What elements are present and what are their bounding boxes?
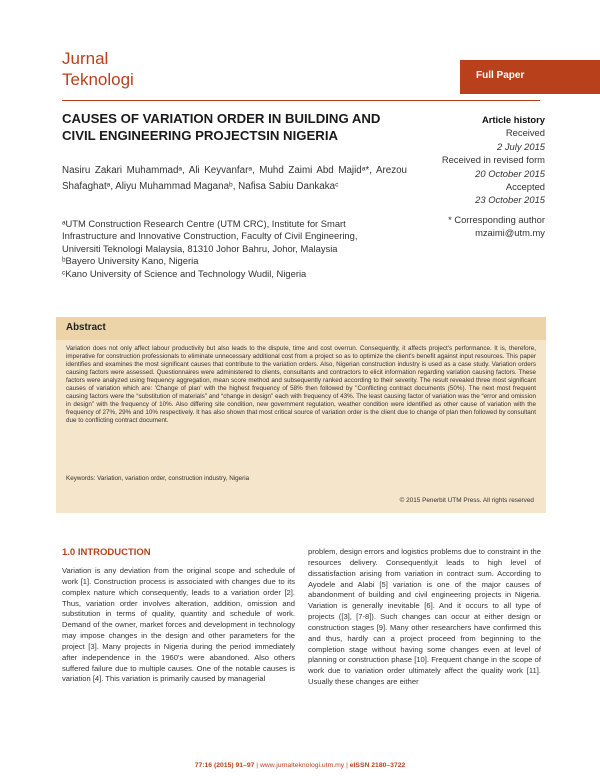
footer-site[interactable]: www.jurnalteknologi.utm.my: [259, 762, 345, 769]
abstract-box: [56, 317, 546, 513]
history-revised-label: Received in revised form: [441, 154, 545, 166]
footer-sep-2: |: [346, 762, 350, 769]
journal-name-line2: Teknologi: [62, 70, 134, 89]
author-list: Nasiru Zakari Muhammadᵃ, Ali Keyvanfarᵃ, Muhd Zaimi Abd Majidᵃ*, Arezou Shafaghatᵃ, Aliyu Muhammad Maganaᵇ, Nafisa Sabiu Dankakaᶜ: [62, 165, 407, 192]
abstract-text: Variation does not only affect labour productivity but also leads to the dispute, time and cost overrun. Consequently, it affects project's performance. It is, therefore, imperative for construction professionals to eliminate unnecessary additional cost from a project so as to optimize the client's benefit against input resources. This paper identifies and examines the most significant causes that contribute to the variation orders. Also, Nigerian construction industry is used as a case study. Variation orders causing factors were assessed. Questionnaires were administered to clients, consultants and contractors to elicit information regarding variation causing factors. These factors were analyzed using frequency aggregation, mean score method and subsequently ranked according to their severity. The result revealed three most significant causes of variation which are: 'Change of plan' with the highest frequency of 58% then followed by ''Conflicting contract documents (50%). The next most frequent causing factors were the “substitution of materials” and “change in design” each with frequency of 43%. The least causing factor of variation was the “error and omission in design” with the frequency of 10%. Also differing site condition, new government regulation, weather condition were identified as other cause of variation with the frequency of 27%, 29% and 10% respectively. It has also shown that most critical source of variation order is the client due to change of plan then followed by consultant due to conflicting contract document.: [66, 345, 536, 425]
header-divider: [62, 100, 540, 101]
abstract-heading: Abstract: [56, 317, 546, 340]
history-heading: Article history: [481, 114, 545, 125]
affiliation-a: ᵃUTM Construction Research Centre (UTM CRC), Institute for Smart Infrastructure and Innovative Construction, Faculty of Civil Engineering, Universiti Teknologi Malaysia, 81310 Johor Bahru, Johor, Malaysia: [62, 218, 358, 254]
footer-sep-1: |: [256, 762, 260, 769]
affiliation-b: ᵇBayero University Kano, Nigeria: [62, 255, 199, 267]
page-footer: [0, 762, 600, 769]
corresponding-author: [375, 213, 545, 240]
footer-citation: 77:16 (2015) 91–97: [194, 762, 255, 769]
journal-name-line1: Jurnal: [62, 49, 109, 68]
full-paper-banner: Full Paper: [460, 60, 600, 94]
journal-logo: [62, 48, 134, 90]
history-received-date: 2 July 2015: [497, 140, 545, 152]
corresponding-email[interactable]: mzaimi@utm.my: [475, 227, 545, 239]
article-history: [385, 113, 545, 207]
affiliations: [62, 218, 392, 280]
section-heading-introduction: 1.0 INTRODUCTION: [62, 547, 151, 558]
body-column-left: Variation is any deviation from the original scope and schedule of work [1]. Construction process is associated with changes due to its complex nature which consequently, leads to a variation order [2]. Thus, variation order involves alteration, addition, omission and substitution in terms of quality, quantity and schedule of work. Demand of the owner, market forces and development in technology may impose changes in the design and other parameters for the project [3]. Many projects in Nigeria during the period immediately after independence in the 1960's were abandoned. Also others suffered failure due to multiple causes. One of the notable causes is variation [4]. This variation is primarily caused by managerial: [62, 566, 295, 684]
article-title: CAUSES OF VARIATION ORDER IN BUILDING AND CIVIL ENGINEERING PROJECTSIN NIGERIA: [62, 111, 381, 143]
footer-issn: eISSN 2180–3722: [349, 762, 406, 769]
history-received-label: Received: [505, 127, 545, 139]
history-accepted-label: Accepted: [505, 181, 545, 193]
copyright: © 2015 Penerbit UTM Press. All rights reserved: [399, 497, 534, 504]
history-revised-date: 20 October 2015: [475, 167, 545, 179]
affiliation-c: ᶜKano University of Science and Technology Wudil, Nigeria: [62, 267, 307, 279]
keywords: Keywords: Variation, variation order, construction industry, Nigeria: [66, 475, 250, 482]
history-accepted-date: 23 October 2015: [475, 194, 545, 206]
body-column-right: problem, design errors and logistics problems due to constraint in the resources delivery. Consequently,it leads to high level of dissatisfaction arising from variation in contract sum. According to Ayodele and Alabi [5] variation is one of the major causes of abandonment of building and civil engineering projects in Nigeria. Variation is generally inevitable [6]. And it occurs to all type of projects ([3], [7-8]). Such changes can occur at either design or construction stages [9]. Many other researchers have confirmed this and thus, hardly can a project proceed from beginning to the completion stage without having some changes even at level of planning or construction phase [10]. Frequent change in the scope of work due to variation order ultimately affect the quality work [11]. Usually these changes are either: [308, 547, 541, 687]
corresponding-label: * Corresponding author: [448, 214, 545, 225]
